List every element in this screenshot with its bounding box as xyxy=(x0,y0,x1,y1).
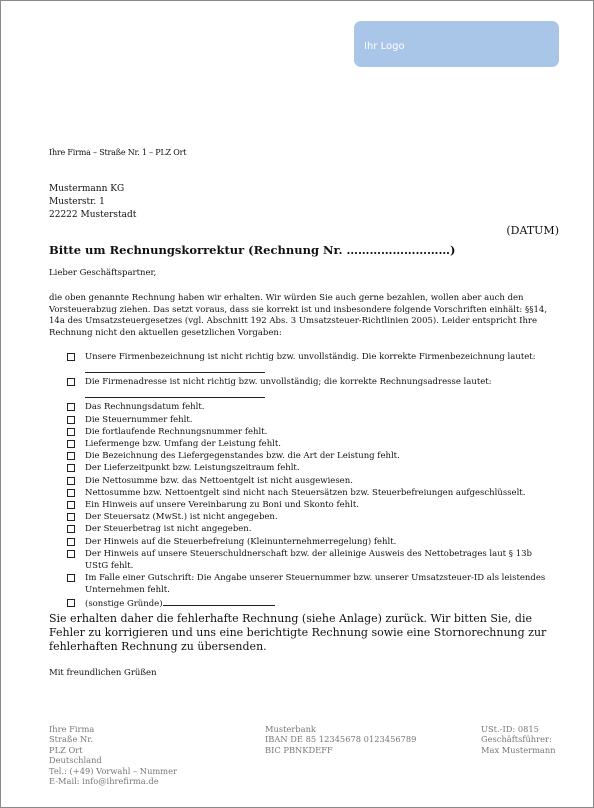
checklist-item xyxy=(67,487,547,499)
footer-line: Tel.: (+49) Vorwahl – Nummer xyxy=(49,765,178,776)
footer-line: Max Mustermann xyxy=(481,744,556,755)
footer-line: Musterbank xyxy=(265,724,316,734)
salutation: Lieber Geschäftspartner, xyxy=(49,268,157,278)
footer-line: PLZ Ort xyxy=(49,744,83,755)
recipient-address xyxy=(49,183,136,222)
regards: Mit freundlichen Grüßen xyxy=(49,668,157,678)
footer-line: Deutschland xyxy=(49,755,102,766)
footer-tax xyxy=(481,724,556,755)
checklist-item-label: Nettosumme bzw. Nettoentgelt sind nicht nach Steuersätzen bzw. Steuerbefreiungen aufgeschlüsselt. xyxy=(85,487,526,498)
recipient-city: 22222 Musterstadt xyxy=(49,210,137,220)
checkbox-icon[interactable] xyxy=(67,440,75,448)
sender-line: Ihre Firma – Straße Nr. 1 – PLZ Ort xyxy=(49,148,187,157)
checklist-item xyxy=(67,450,547,462)
checklist-item-label: Die Firmenadresse ist nicht richtig bzw. unvollständig; die korrekte Rechnungsadresse lautet: xyxy=(85,377,492,388)
checklist-item-label: Der Steuersatz (MwSt.) ist nicht angegeben. xyxy=(85,512,278,523)
checklist-item xyxy=(67,401,547,413)
checkbox-icon[interactable] xyxy=(67,464,75,472)
checkbox-icon[interactable] xyxy=(67,452,75,460)
checklist-item xyxy=(67,511,547,523)
checkbox-icon[interactable] xyxy=(67,477,75,485)
logo-text: Ihr Logo xyxy=(364,41,405,52)
checklist-item-label: Die Bezeichnung des Liefergegenstandes bzw. die Art der Leistung fehlt. xyxy=(85,451,400,462)
footer-line: E-Mail: info@ihrefirma.de xyxy=(49,776,159,787)
footer-bank xyxy=(265,724,416,755)
footer-line: Straße Nr. xyxy=(49,734,93,745)
checklist-item xyxy=(67,475,547,487)
recipient-name: Mustermann KG xyxy=(49,184,125,194)
subject-line: Bitte um Rechnungskorrektur (Rechnung Nr. ………………………) xyxy=(49,243,456,257)
fill-in-line xyxy=(163,597,275,606)
checklist-item xyxy=(67,376,547,398)
date-field: (DATUM) xyxy=(506,224,559,237)
checklist-item-label: Im Falle einer Gutschrift: Die Angabe unserer Steuernummer bzw. unserer Umsatzsteuer-ID als leistendes Unternehmen fehlt. xyxy=(85,573,546,596)
checkbox-icon[interactable] xyxy=(67,550,75,558)
footer-line: USt.-ID: 0815 xyxy=(481,724,539,734)
checklist-item xyxy=(67,536,547,548)
logo-placeholder xyxy=(354,21,559,67)
footer-line: Ihre Firma xyxy=(49,724,95,734)
checkbox-icon[interactable] xyxy=(67,501,75,509)
checklist-item-label: (sonstige Gründe) xyxy=(85,598,163,609)
checklist-item xyxy=(67,414,547,426)
checklist-item-label: Der Hinweis auf unsere Steuerschuldnerschaft bzw. der alleinige Ausweis des Nettobetrages laut § 13b UStG fehlt. xyxy=(85,548,532,572)
fill-in-line xyxy=(85,363,265,373)
checkbox-icon[interactable] xyxy=(67,378,75,386)
correction-checklist xyxy=(67,351,547,610)
intro-paragraph: die oben genannte Rechnung haben wir erhalten. Wir würden Sie auch gerne bezahlen, wollen aber auch den Vorsteuerabzug ziehen. Das setzt voraus, dass sie korrekt ist und insbesondere folgende Vorschriften einhält: §§14, 14a des Umsatzsteuergesetzes (vgl. Abschnitt 192 Abs. 3 Umsatzsteuer-Richtlinien 2005). Leider entspricht Ihre Rechnung nicht den aktuellen gesetzlichen Vorgaben: xyxy=(49,293,548,338)
footer-company xyxy=(49,724,177,786)
checklist-item-label: Das Rechnungsdatum fehlt. xyxy=(85,402,205,413)
checklist-item xyxy=(67,462,547,474)
footer-line: Geschäftsführer: xyxy=(481,734,552,745)
footer-line: BIC PBNKDEFF xyxy=(265,744,333,755)
checklist-item xyxy=(67,597,547,610)
checklist-item-label: Der Lieferzeitpunkt bzw. Leistungszeitraum fehlt. xyxy=(85,463,300,474)
checklist-item-label: Der Steuerbetrag ist nicht angegeben. xyxy=(85,524,252,535)
checklist-item xyxy=(67,438,547,450)
checkbox-icon[interactable] xyxy=(67,416,75,424)
checklist-item xyxy=(67,523,547,535)
fill-in-line xyxy=(85,388,265,398)
checklist-item xyxy=(67,499,547,511)
checkbox-icon[interactable] xyxy=(67,353,75,361)
checkbox-icon[interactable] xyxy=(67,525,75,533)
checklist-item xyxy=(67,426,547,438)
closing-paragraph: Sie erhalten daher die fehlerhafte Rechnung (siehe Anlage) zurück. Wir bitten Sie, die Fehler zu korrigieren und uns eine berichtigte Rechnung sowie eine Stornorechnung zur fehlerhaften Rechnung zu übersenden. xyxy=(49,612,547,654)
checkbox-icon[interactable] xyxy=(67,428,75,436)
checkbox-icon[interactable] xyxy=(67,574,75,582)
checklist-item-label: Die fortlaufende Rechnungsnummer fehlt. xyxy=(85,426,268,437)
checklist-item xyxy=(67,548,547,572)
checklist-item-label: Die Steuernummer fehlt. xyxy=(85,414,193,425)
checklist-item xyxy=(67,572,547,596)
checkbox-icon[interactable] xyxy=(67,489,75,497)
checkbox-icon[interactable] xyxy=(67,513,75,521)
footer-line: IBAN DE 85 12345678 0123456789 xyxy=(265,734,417,745)
checkbox-icon[interactable] xyxy=(67,538,75,546)
recipient-street: Musterstr. 1 xyxy=(49,197,105,207)
checkbox-icon[interactable] xyxy=(67,599,75,607)
checklist-item-label: Ein Hinweis auf unsere Vereinbarung zu Boni und Skonto fehlt. xyxy=(85,500,359,511)
checklist-item-label: Liefermenge bzw. Umfang der Leistung fehlt. xyxy=(85,439,282,450)
checklist-item xyxy=(67,351,547,373)
checkbox-icon[interactable] xyxy=(67,403,75,411)
checklist-item-label: Der Hinweis auf die Steuerbefreiung (Kleinunternehmerregelung) fehlt. xyxy=(85,536,397,547)
checklist-item-label: Die Nettosumme bzw. das Nettoentgelt ist nicht ausgewiesen. xyxy=(85,475,353,486)
checklist-item-label: Unsere Firmenbezeichnung ist nicht richtig bzw. unvollständig. Die korrekte Firmenbezeichnung lautet: xyxy=(85,352,536,362)
